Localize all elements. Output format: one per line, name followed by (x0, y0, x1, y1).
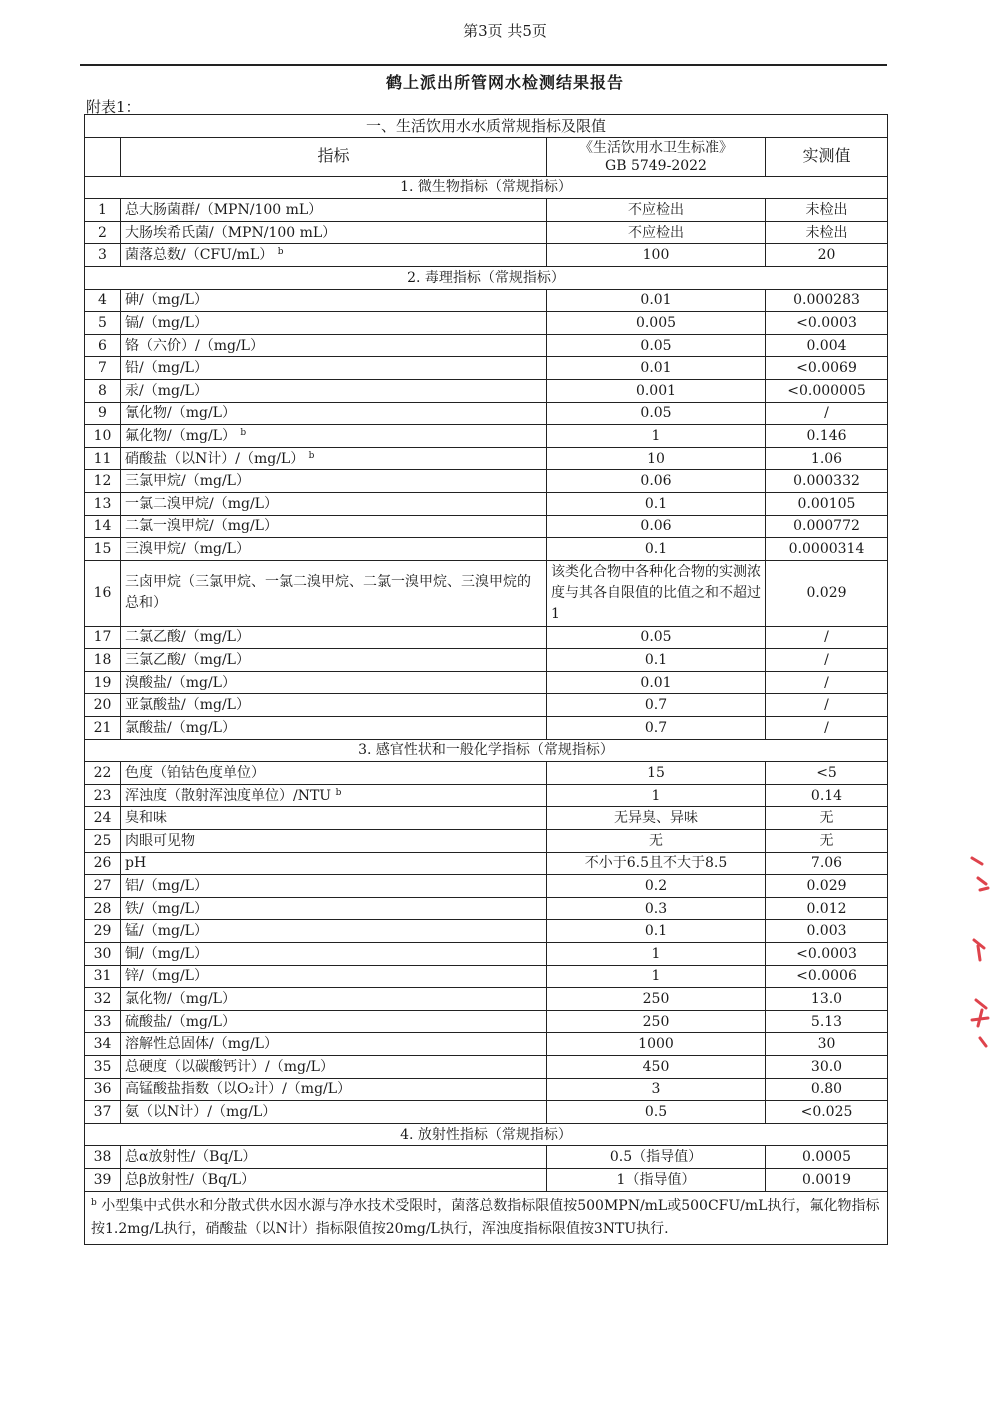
indicator-name: 菌落总数/（CFU/mL） (125, 247, 274, 264)
row-number: 37 (85, 1101, 121, 1124)
indicator-cell (121, 830, 547, 853)
limit-value: 0.7 (547, 694, 766, 717)
measured-value: 30 (766, 1033, 888, 1056)
measured-value: <5 (766, 762, 888, 785)
footnote-ref: b (240, 427, 247, 438)
row-number: 25 (85, 830, 121, 853)
indicator-cell (121, 538, 547, 561)
header-indicator (121, 137, 547, 176)
indicator-cell (121, 649, 547, 672)
footnote-cell (85, 1191, 888, 1244)
limit-value: 该类化合物中各种化合物的实测浓度与其各自限值的比值之和不超过1 (547, 560, 766, 626)
measured-value: 1.06 (766, 447, 888, 470)
indicator-name: 三卤甲烷（三氯甲烷、一氯二溴甲烷、二氯一溴甲烷、三溴甲烷的总和） (125, 574, 531, 612)
limit-value: 无 (547, 830, 766, 853)
table-row (85, 943, 888, 966)
indicator-name: 高锰酸盐指数（以O₂计）/（mg/L） (125, 1081, 352, 1098)
row-number: 11 (85, 447, 121, 470)
limit-value: 不应检出 (547, 199, 766, 222)
measured-value: 无 (766, 807, 888, 830)
limit-value: 0.01 (547, 671, 766, 694)
indicator-name: 大肠埃希氏菌/（MPN/100 mL） (125, 224, 337, 241)
table-row (85, 671, 888, 694)
measured-value: / (766, 694, 888, 717)
section-row (85, 266, 888, 289)
indicator-cell (121, 988, 547, 1011)
indicator-name: 三氯甲烷/（mg/L） (125, 473, 250, 490)
limit-value: 1 (547, 784, 766, 807)
indicator-cell (121, 357, 547, 380)
measured-value: 0.0000314 (766, 538, 888, 561)
limit-value: 0.06 (547, 515, 766, 538)
indicator-name: 氯化物/（mg/L） (125, 990, 236, 1007)
table-row (85, 988, 888, 1011)
table-row (85, 626, 888, 649)
indicator-cell (121, 1010, 547, 1033)
measured-value: <0.0006 (766, 965, 888, 988)
table-row (85, 515, 888, 538)
indicator-cell (121, 943, 547, 966)
indicator-name: 锰/（mg/L） (125, 923, 208, 940)
row-number: 39 (85, 1168, 121, 1191)
measured-value: <0.000005 (766, 379, 888, 402)
indicator-cell (121, 515, 547, 538)
limit-value: 0.1 (547, 649, 766, 672)
limit-value: 1（指导值） (547, 1168, 766, 1191)
measured-value: 20 (766, 244, 888, 267)
header-standard (547, 137, 766, 176)
limit-value: 100 (547, 244, 766, 267)
row-number: 1 (85, 199, 121, 222)
row-number: 21 (85, 717, 121, 740)
indicator-name: 铬（六价）/（mg/L） (125, 337, 264, 354)
section-title: 3. 感官性状和一般化学指标（常规指标） (85, 739, 888, 762)
indicator-name: 三溴甲烷/（mg/L） (125, 540, 250, 557)
indicator-cell (121, 920, 547, 943)
indicator-cell (121, 1055, 547, 1078)
table-row (85, 560, 888, 626)
indicator-name: 溶解性总固体/（mg/L） (125, 1036, 278, 1053)
indicator-cell (121, 289, 547, 312)
row-number: 32 (85, 988, 121, 1011)
indicator-name: 一氯二溴甲烷/（mg/L） (125, 495, 278, 512)
row-number: 16 (85, 560, 121, 626)
limit-value: 15 (547, 762, 766, 785)
limit-value: 0.05 (547, 334, 766, 357)
table-row (85, 538, 888, 561)
measured-value: 0.029 (766, 560, 888, 626)
indicator-cell (121, 221, 547, 244)
measured-value: 0.80 (766, 1078, 888, 1101)
table-row (85, 447, 888, 470)
indicator-name: 氰化物/（mg/L） (125, 405, 236, 422)
row-number: 6 (85, 334, 121, 357)
row-number: 29 (85, 920, 121, 943)
row-number: 34 (85, 1033, 121, 1056)
indicator-name: 总大肠菌群/（MPN/100 mL） (125, 201, 323, 218)
table-row (85, 357, 888, 380)
limit-value: 0.005 (547, 312, 766, 335)
row-number: 10 (85, 425, 121, 448)
row-number: 17 (85, 626, 121, 649)
table-row (85, 379, 888, 402)
limit-value: 1 (547, 965, 766, 988)
measured-value: <0.0003 (766, 943, 888, 966)
table-row (85, 717, 888, 740)
measured-value: / (766, 671, 888, 694)
indicator-name: 氯酸盐/（mg/L） (125, 719, 236, 736)
indicator-name: 氨（以N计）/（mg/L） (125, 1103, 277, 1120)
indicator-name: 硫酸盐/（mg/L） (125, 1013, 236, 1030)
results-table (84, 114, 888, 1245)
row-number: 13 (85, 492, 121, 515)
indicator-cell (121, 402, 547, 425)
indicator-cell (121, 1033, 547, 1056)
indicator-cell (121, 1146, 547, 1169)
table-row (85, 1168, 888, 1191)
limit-value: 3 (547, 1078, 766, 1101)
limit-value: 0.001 (547, 379, 766, 402)
row-number: 31 (85, 965, 121, 988)
indicator-cell (121, 244, 547, 267)
indicator-cell (121, 379, 547, 402)
section-title: 1. 微生物指标（常规指标） (85, 176, 888, 199)
row-number: 4 (85, 289, 121, 312)
row-number: 22 (85, 762, 121, 785)
table-row (85, 807, 888, 830)
indicator-name: 浑浊度（散射浑浊度单位）/NTU (125, 787, 332, 804)
indicator-cell (121, 1101, 547, 1124)
indicator-name: 二氯一溴甲烷/（mg/L） (125, 518, 278, 535)
indicator-cell (121, 671, 547, 694)
indicator-name: pH (125, 855, 147, 872)
limit-value: 1000 (547, 1033, 766, 1056)
measured-value: 未检出 (766, 199, 888, 222)
indicator-name: 氟化物/（mg/L） (125, 427, 236, 444)
table-row (85, 784, 888, 807)
page-number: 第3页 共5页 (463, 22, 547, 40)
indicator-cell (121, 875, 547, 898)
row-number: 27 (85, 875, 121, 898)
row-number: 5 (85, 312, 121, 335)
indicator-cell (121, 762, 547, 785)
indicator-name: 铁/（mg/L） (125, 900, 208, 917)
indicator-cell (121, 334, 547, 357)
table-row (85, 244, 888, 267)
header-indicator-label: 指标 (317, 146, 350, 166)
table-title: 一、生活饮用水水质常规指标及限值 (85, 115, 888, 138)
limit-value: 0.2 (547, 875, 766, 898)
table-row (85, 830, 888, 853)
limit-value: 0.01 (547, 289, 766, 312)
indicator-cell (121, 447, 547, 470)
indicator-cell (121, 784, 547, 807)
row-number: 9 (85, 402, 121, 425)
header-measured-label: 实测值 (802, 146, 851, 166)
row-number: 23 (85, 784, 121, 807)
measured-value: 30.0 (766, 1055, 888, 1078)
limit-value: 1 (547, 943, 766, 966)
measured-value: / (766, 626, 888, 649)
indicator-name: 二氯乙酸/（mg/L） (125, 629, 250, 646)
indicator-cell (121, 717, 547, 740)
indicator-name: 溴酸盐/（mg/L） (125, 674, 236, 691)
row-number: 14 (85, 515, 121, 538)
row-number: 20 (85, 694, 121, 717)
table-row (85, 762, 888, 785)
indicator-cell (121, 965, 547, 988)
header-measured (766, 137, 888, 176)
row-number: 38 (85, 1146, 121, 1169)
measured-value: 0.0005 (766, 1146, 888, 1169)
table-row (85, 492, 888, 515)
indicator-cell (121, 1078, 547, 1101)
section-row (85, 1123, 888, 1146)
indicator-cell (121, 852, 547, 875)
measured-value: 0.004 (766, 334, 888, 357)
indicator-cell (121, 694, 547, 717)
measured-value: 0.14 (766, 784, 888, 807)
measured-value: <0.0003 (766, 312, 888, 335)
header-no-cell (85, 137, 121, 176)
measured-value: 7.06 (766, 852, 888, 875)
table-row (85, 312, 888, 335)
indicator-name: 铝/（mg/L） (125, 878, 208, 895)
section-title: 2. 毒理指标（常规指标） (85, 266, 888, 289)
limit-value: 0.05 (547, 626, 766, 649)
limit-value: 0.1 (547, 538, 766, 561)
table-row (85, 649, 888, 672)
table-row (85, 470, 888, 493)
footnote-ref: b (335, 787, 342, 798)
measured-value: / (766, 717, 888, 740)
indicator-cell (121, 312, 547, 335)
indicator-name: 总β放射性/（Bq/L） (125, 1171, 256, 1188)
attachment-label: 附表1： (86, 98, 141, 116)
indicator-cell (121, 807, 547, 830)
table-row (85, 897, 888, 920)
table-row (85, 1055, 888, 1078)
row-number: 15 (85, 538, 121, 561)
table-row (85, 920, 888, 943)
table-row (85, 965, 888, 988)
table-row (85, 1101, 888, 1124)
limit-value: 不小于6.5且不大于8.5 (547, 852, 766, 875)
footnote-ref: b (308, 450, 315, 461)
measured-value: 未检出 (766, 221, 888, 244)
table-title-row (85, 115, 888, 138)
limit-value: 450 (547, 1055, 766, 1078)
red-stamp-mark (960, 850, 1000, 1050)
indicator-cell (121, 425, 547, 448)
table-row (85, 1146, 888, 1169)
indicator-name: 总α放射性/（Bq/L） (125, 1149, 257, 1166)
limit-value: 1 (547, 425, 766, 448)
table-row (85, 1078, 888, 1101)
limit-value: 0.7 (547, 717, 766, 740)
indicator-cell (121, 199, 547, 222)
measured-value: 0.0019 (766, 1168, 888, 1191)
footnote-text: 小型集中式供水和分散式供水因水源与净水技术受限时，菌落总数指标限值按500MPN/mL或500CFU/mL执行，氟化物指标按1.2mg/L执行，硝酸盐（以N计）指标限值按20mg/L执行，浑浊度指标限值按3NTU执行. (91, 1197, 880, 1237)
table-row (85, 334, 888, 357)
indicator-name: 色度（铂钴色度单位） (125, 765, 265, 782)
row-number: 2 (85, 221, 121, 244)
table-header-row (85, 137, 888, 176)
indicator-name: 铅/（mg/L） (125, 360, 208, 377)
indicator-name: 汞/（mg/L） (125, 382, 208, 399)
limit-value: 0.1 (547, 920, 766, 943)
limit-value: 0.1 (547, 492, 766, 515)
limit-value: 0.5（指导值） (547, 1146, 766, 1169)
table-row (85, 221, 888, 244)
section-title: 4. 放射性指标（常规指标） (85, 1123, 888, 1146)
measured-value: 13.0 (766, 988, 888, 1011)
table-row (85, 199, 888, 222)
indicator-name: 锌/（mg/L） (125, 968, 208, 985)
measured-value: 0.012 (766, 897, 888, 920)
indicator-name: 臭和味 (125, 810, 167, 827)
indicator-cell (121, 560, 547, 626)
indicator-name: 砷/（mg/L） (125, 292, 208, 309)
indicator-name: 硝酸盐（以N计）/（mg/L） (125, 450, 305, 467)
measured-value: 0.003 (766, 920, 888, 943)
row-number: 24 (85, 807, 121, 830)
measured-value: 0.000283 (766, 289, 888, 312)
row-number: 30 (85, 943, 121, 966)
row-number: 8 (85, 379, 121, 402)
measured-value: 0.00105 (766, 492, 888, 515)
measured-value: 0.146 (766, 425, 888, 448)
limit-value: 250 (547, 1010, 766, 1033)
indicator-name: 铜/（mg/L） (125, 945, 208, 962)
measured-value: <0.0069 (766, 357, 888, 380)
row-number: 12 (85, 470, 121, 493)
limit-value: 0.06 (547, 470, 766, 493)
footnote-row (85, 1191, 888, 1244)
indicator-name: 镉/（mg/L） (125, 314, 208, 331)
measured-value: 0.029 (766, 875, 888, 898)
measured-value: / (766, 649, 888, 672)
row-number: 18 (85, 649, 121, 672)
header-standard-line2: GB 5749-2022 (605, 157, 707, 174)
measured-value: <0.025 (766, 1101, 888, 1124)
limit-value: 0.3 (547, 897, 766, 920)
section-row (85, 176, 888, 199)
table-row (85, 1033, 888, 1056)
header-standard-line1: 《生活饮用水卫生标准》 (579, 139, 733, 156)
table-row (85, 425, 888, 448)
limit-value: 10 (547, 447, 766, 470)
table-row (85, 875, 888, 898)
header-rule (80, 64, 887, 66)
footnote-mark: b (91, 1197, 97, 1208)
limit-value: 0.05 (547, 402, 766, 425)
table-row (85, 1010, 888, 1033)
section-row (85, 739, 888, 762)
report-title: 鹤上派出所管网水检测结果报告 (385, 73, 624, 92)
indicator-cell (121, 492, 547, 515)
limit-value: 不应检出 (547, 221, 766, 244)
limit-value: 250 (547, 988, 766, 1011)
table-row (85, 694, 888, 717)
footnote-ref: b (277, 247, 284, 258)
indicator-name: 总硬度（以碳酸钙计）/（mg/L） (125, 1058, 334, 1075)
table-row (85, 402, 888, 425)
indicator-cell (121, 470, 547, 493)
row-number: 3 (85, 244, 121, 267)
table-row (85, 289, 888, 312)
measured-value: 0.000332 (766, 470, 888, 493)
measured-value: 0.000772 (766, 515, 888, 538)
indicator-cell (121, 1168, 547, 1191)
row-number: 19 (85, 671, 121, 694)
row-number: 26 (85, 852, 121, 875)
indicator-cell (121, 626, 547, 649)
limit-value: 0.5 (547, 1101, 766, 1124)
indicator-cell (121, 897, 547, 920)
row-number: 36 (85, 1078, 121, 1101)
table-row (85, 852, 888, 875)
row-number: 7 (85, 357, 121, 380)
row-number: 35 (85, 1055, 121, 1078)
limit-value: 无异臭、异味 (547, 807, 766, 830)
measured-value: 无 (766, 830, 888, 853)
limit-value: 0.01 (547, 357, 766, 380)
measured-value: 5.13 (766, 1010, 888, 1033)
row-number: 33 (85, 1010, 121, 1033)
measured-value: / (766, 402, 888, 425)
indicator-name: 三氯乙酸/（mg/L） (125, 652, 250, 669)
indicator-name: 亚氯酸盐/（mg/L） (125, 697, 250, 714)
row-number: 28 (85, 897, 121, 920)
indicator-name: 肉眼可见物 (125, 832, 195, 849)
